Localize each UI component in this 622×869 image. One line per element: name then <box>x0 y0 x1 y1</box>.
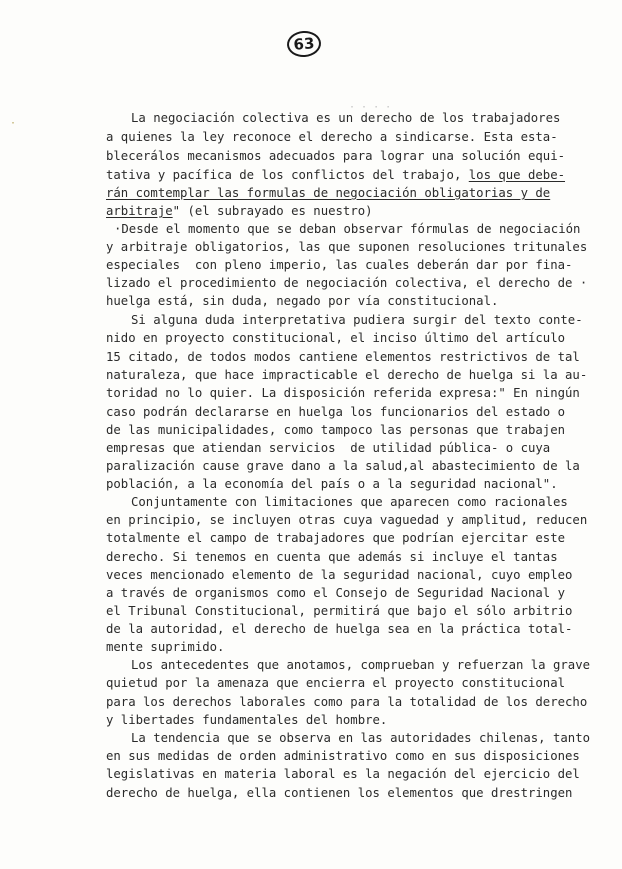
text-span: en principio, se incluyen otras cuya vaguedad y amplitud, reducen <box>106 513 588 527</box>
text-span: paralización cause grave dano a la salud,al abastecimiento de la <box>106 459 580 473</box>
text-line <box>106 767 580 781</box>
text-span: blecerálos mecanismos adecuados para lograr una solución equi- <box>106 149 566 163</box>
text-line <box>106 258 572 272</box>
text-span: tativa y pacífica de los conflictos del trabajo, <box>106 168 469 182</box>
text-line <box>106 331 565 345</box>
text-span: a quienes la ley reconoce el derecho a sindicarse. Esta esta- <box>106 130 558 144</box>
text-line <box>131 495 568 509</box>
text-span: huelga está, sin duda, negado por vía constitucional. <box>106 294 499 308</box>
text-span: ·Desde el momento que se deban observar fórmulas de negociación <box>114 222 581 236</box>
text-line <box>106 405 565 419</box>
text-span: nido en proyecto constitucional, el inciso último del artículo <box>106 331 566 345</box>
text-span: legislativas en materia laboral es la negación del ejercicio del <box>106 767 580 781</box>
text-span: Los antecedentes que anotamos, comprueban y refuerzan la grave <box>131 658 591 672</box>
text-span: para los derechos laborales como para la totalidad de los derecho <box>106 695 588 709</box>
text-span: veces mencionado elemento de la seguridad nacional, cuyo empleo <box>106 568 573 582</box>
text-span: La negociación colectiva es un derecho de los trabajadores <box>131 111 561 125</box>
text-span: de la autoridad, el derecho de huelga sea en la práctica total- <box>106 622 573 636</box>
text-line <box>106 604 572 618</box>
underlined-text: los que debe- <box>468 168 566 182</box>
text-span: derecho. Si tenemos en cuenta que además si incluye el tantas <box>106 550 558 564</box>
text-line <box>106 550 558 564</box>
text-line <box>106 531 565 545</box>
text-line <box>114 222 580 236</box>
text-span: quietud por la amenaza que encierra el proyecto constitucional <box>106 676 566 690</box>
text-line <box>106 676 565 690</box>
text-line <box>106 240 587 254</box>
text-line <box>106 568 572 582</box>
text-line <box>106 586 565 600</box>
text-line <box>106 640 224 654</box>
text-span: empresas que atiendan servicios de utilidad pública- o cuya <box>106 441 551 455</box>
text-line <box>106 204 373 218</box>
stray-dots: · · · · <box>349 102 392 113</box>
text-line <box>106 149 565 163</box>
text-span: lizado el procedimiento de negociación colectiva, el derecho de · <box>106 276 588 290</box>
text-line <box>106 749 580 763</box>
text-span: a través de organismos como el Consejo de Seguridad Nacional y <box>106 586 566 600</box>
text-span: derecho de huelga, ella contienen los elementos que drestringen <box>106 786 573 800</box>
text-line <box>106 423 565 437</box>
text-line <box>106 276 587 290</box>
underlined-text: arbitraje <box>106 204 173 218</box>
text-span: naturaleza, que hace impracticable el derecho de huelga si la au- <box>106 368 588 382</box>
text-line <box>131 313 583 327</box>
text-line <box>131 731 590 745</box>
text-span: en sus medidas de orden administrativo como en sus disposiciones <box>106 749 580 763</box>
text-line <box>106 459 580 473</box>
text-line <box>131 111 560 125</box>
text-span: y arbitraje obligatorios, las que suponen resoluciones tritunales <box>106 240 588 254</box>
stray-mark: · <box>10 118 17 129</box>
text-line <box>106 350 580 364</box>
text-line <box>106 386 580 400</box>
text-line <box>106 441 550 455</box>
text-span: 15 citado, de todos modos cantiene elementos restrictivos de tal <box>106 350 580 364</box>
text-line <box>106 513 587 527</box>
text-span: el Tribunal Constitucional, permitirá que bajo el sólo arbitrio <box>106 604 573 618</box>
text-span: " (el subrayado es nuestro) <box>172 204 373 218</box>
text-span: y libertades fundamentales del hombre. <box>106 713 388 727</box>
text-span: totalmente el campo de trabajadores que podrían ejercitar este <box>106 531 566 545</box>
text-line <box>131 658 590 672</box>
text-span: especiales con pleno imperio, las cuales deberán dar por fina- <box>106 258 573 272</box>
text-line <box>106 186 550 200</box>
text-span: toridad no lo quier. La disposición referida expresa:" En ningún <box>106 386 580 400</box>
text-span: Si alguna duda interpretativa pudiera surgir del texto conte- <box>131 313 583 327</box>
text-line <box>106 130 558 144</box>
text-span: Conjuntamente con limitaciones que aparecen como racionales <box>131 495 568 509</box>
text-line <box>106 168 565 182</box>
text-line <box>106 622 572 636</box>
text-span: de las municipalidades, como tampoco las personas que trabajen <box>106 423 566 437</box>
text-line <box>106 695 587 709</box>
text-line <box>106 713 387 727</box>
text-line <box>106 786 572 800</box>
underlined-text: rán comtemplar las formulas de negociación obligatorias y de <box>106 186 551 200</box>
text-line <box>106 294 498 308</box>
text-line <box>106 368 587 382</box>
page-number: 63 <box>286 30 322 58</box>
text-line <box>106 477 558 491</box>
text-span: población, a la economía del país o a la seguridad nacional". <box>106 477 558 491</box>
text-span: mente suprimido. <box>106 640 225 654</box>
text-span: La tendencia que se observa en las autoridades chilenas, tanto <box>131 731 591 745</box>
text-span: caso podrán declararse en huelga los funcionarios del estado o <box>106 405 566 419</box>
